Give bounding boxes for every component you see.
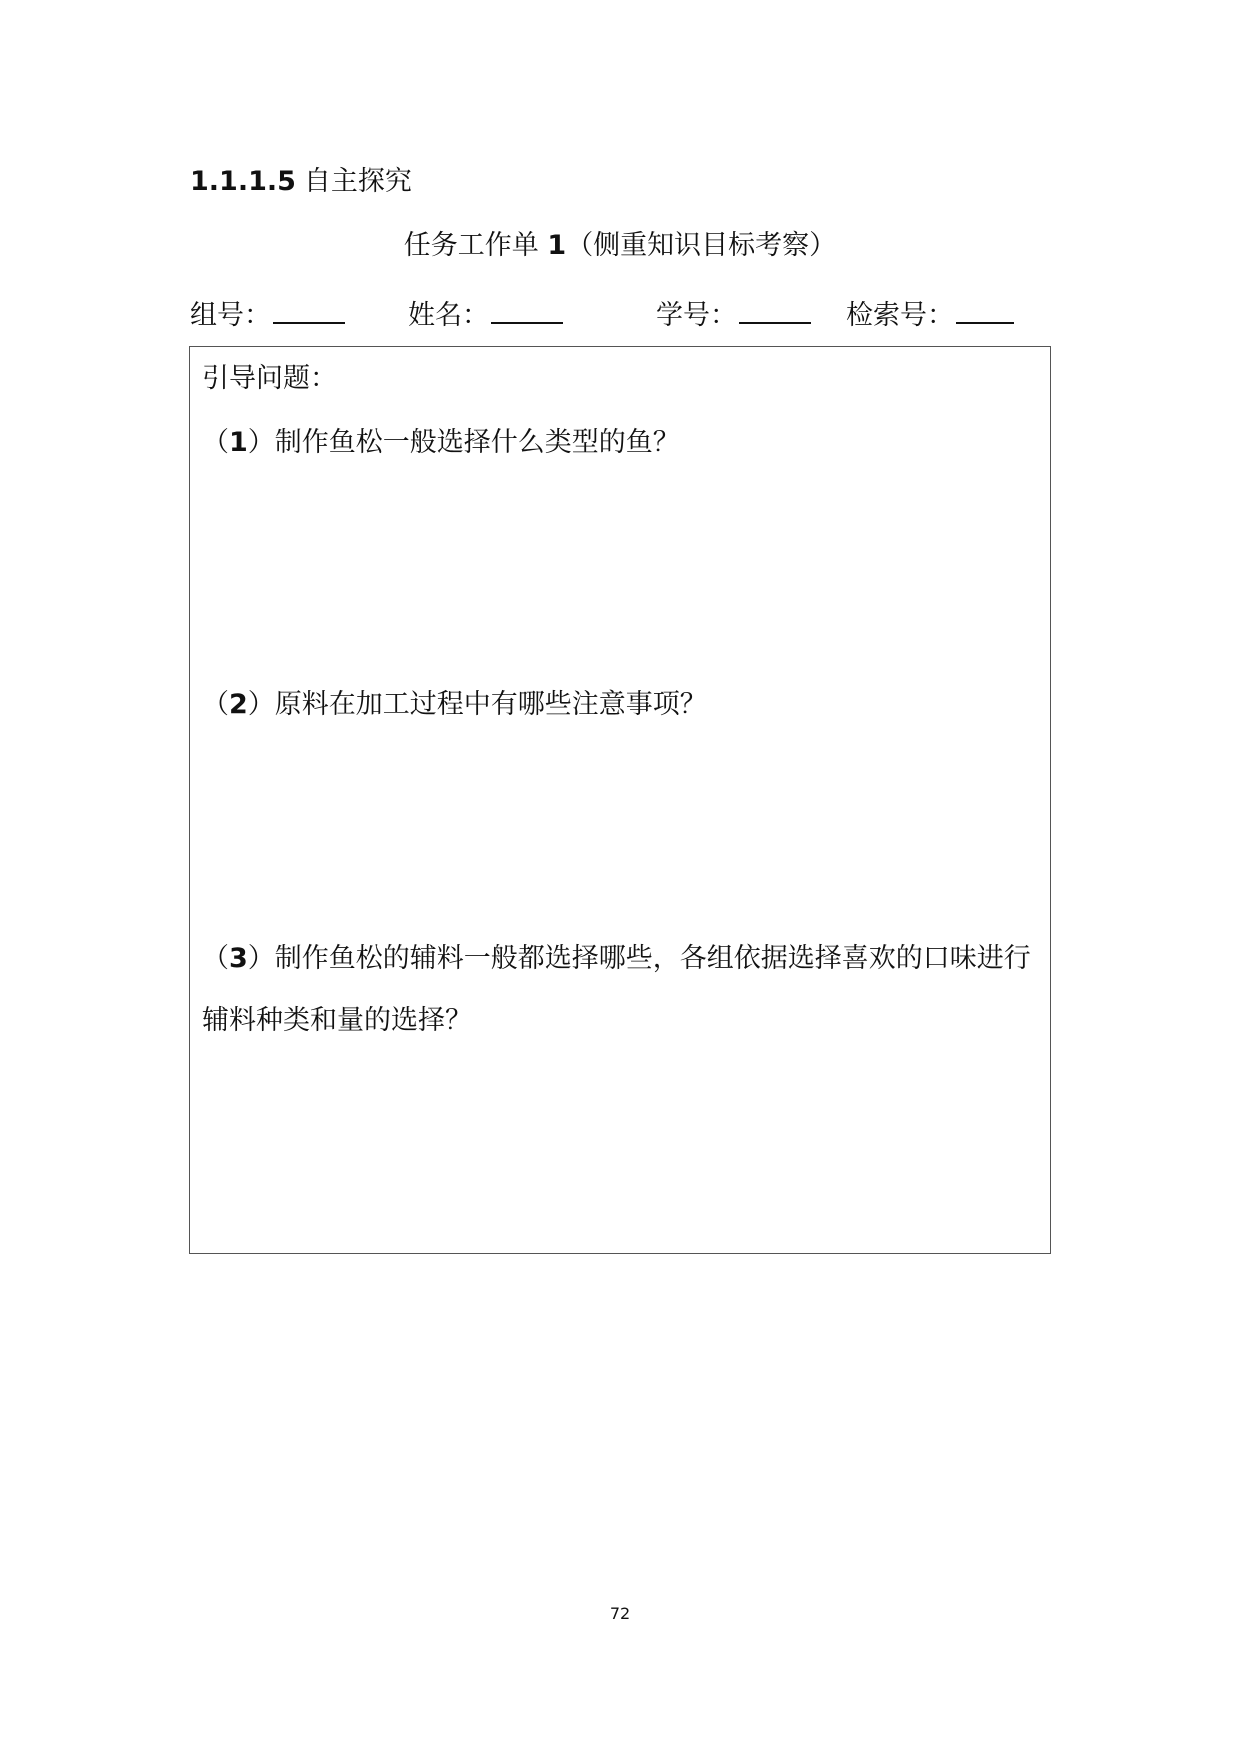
search-id-field [846, 292, 1014, 336]
question-1-number: 1 [229, 427, 248, 458]
question-2-open: （ [202, 689, 229, 720]
question-2-text: 原料在加工过程中有哪些注意事项？ [274, 689, 707, 720]
question-3-open: （ [202, 943, 229, 974]
question-2-number: 2 [229, 689, 248, 720]
name-field [408, 292, 563, 336]
worksheet-title [0, 226, 1240, 266]
group-number-label: 组号： [190, 300, 271, 331]
question-1-open: （ [202, 427, 229, 458]
student-id-label: 学号： [656, 300, 737, 331]
search-id-label: 检索号： [846, 300, 954, 331]
search-id-blank[interactable] [956, 292, 1014, 324]
page-number: 72 [609, 1604, 631, 1623]
worksheet-title-suffix: （侧重知识目标考察） [566, 230, 837, 261]
student-id-blank[interactable] [739, 292, 811, 324]
question-2 [202, 685, 707, 725]
question-3 [202, 928, 1047, 1052]
name-blank[interactable] [491, 292, 563, 324]
worksheet-title-number: 1 [547, 230, 567, 261]
question-1 [202, 423, 680, 463]
question-3-number: 3 [229, 943, 248, 974]
section-title: 自主探究 [303, 166, 412, 197]
question-3-close: ） [247, 943, 275, 974]
question-2-close: ） [247, 689, 275, 720]
group-number-field [190, 292, 345, 336]
group-number-blank[interactable] [273, 292, 345, 324]
worksheet-title-prefix: 任务工作单 [403, 230, 539, 261]
question-1-text: 制作鱼松一般选择什么类型的鱼？ [274, 427, 680, 458]
question-3-text: 制作鱼松的辅料一般都选择哪些，各组依据选择喜欢的口味进行辅料种类和量的选择？ [202, 943, 1031, 1036]
student-id-field [656, 292, 811, 336]
guiding-questions-box [189, 346, 1051, 1254]
question-1-close: ） [247, 427, 275, 458]
guide-label: 引导问题： [202, 363, 337, 394]
name-label: 姓名： [408, 300, 489, 331]
section-heading [190, 162, 412, 202]
section-number: 1.1.1.5 [190, 166, 296, 197]
